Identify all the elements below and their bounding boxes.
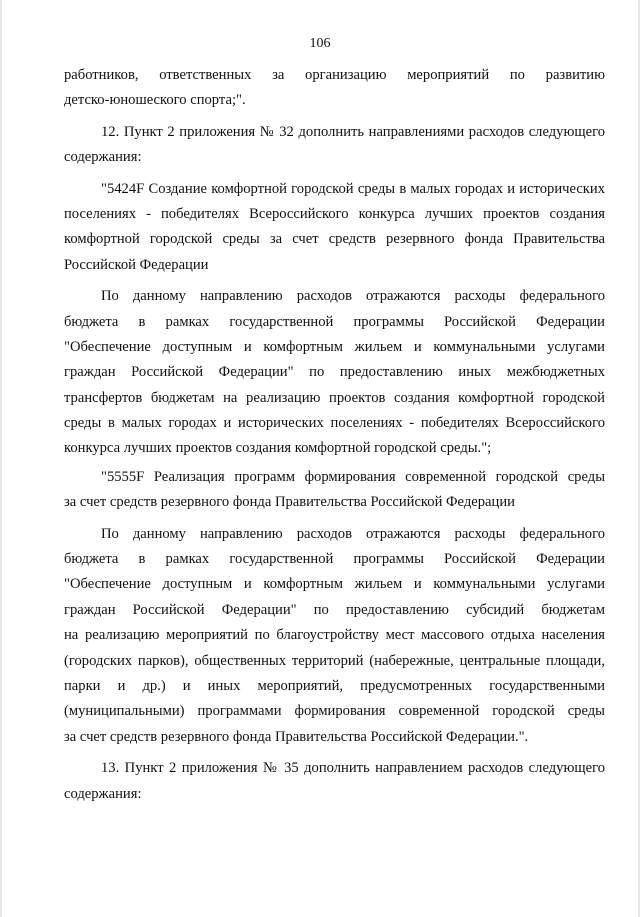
text-line: (городских парков), общественных территорий (набережные, центральные площади, [64,652,605,669]
text-line: "Обеспечение доступным и комфортным жильем и коммунальными услугами [64,576,605,593]
paragraph-description-5555f [64,522,605,751]
text-line: По данному направлению расходов отражаются расходы федерального [101,288,605,305]
text-line: бюджета в рамках государственной программы Российской Федерации [64,551,605,568]
page-left-edge [0,0,2,917]
paragraph-code-5424f [64,177,605,279]
text-line: содержания: [64,785,142,802]
text-line: 12. Пункт 2 приложения № 32 дополнить направлениями расходов следующего [101,123,605,140]
paragraph-item-13 [64,756,605,807]
paragraph-description-5424f [64,284,605,462]
document-body [64,63,605,807]
text-line: на реализацию мероприятий по благоустройству мест массового отдыха населения [64,627,605,644]
text-line: "Обеспечение доступным и комфортным жильем и коммунальными услугами [64,338,605,355]
text-line: трансфертов бюджетам на реализацию проектов создания комфортной городской [64,389,605,406]
paragraph-continuation [64,63,605,114]
text-line: бюджета в рамках государственной программы Российской Федерации [64,313,605,330]
text-line: за счет средств резервного фонда Правительства Российской Федерации.". [64,728,529,745]
text-line: конкурса лучших проектов создания комфортной городской среды."; [64,440,492,457]
text-line: (муниципальными) программами формирования современной городской среды [64,703,605,720]
text-line: По данному направлению расходов отражаются расходы федерального [101,525,605,542]
text-line: "5424F Создание комфортной городской среды в малых городах и исторических [101,180,605,197]
text-line: Российской Федерации [64,256,209,273]
text-line: "5555F Реализация программ формирования современной городской среды [101,468,605,485]
text-line: содержания: [64,149,142,166]
paragraph-code-5555f [64,465,605,516]
text-line: граждан Российской Федерации" по предоставлению иных межбюджетных [64,364,605,381]
text-line: за счет средств резервного фонда Правительства Российской Федерации [64,494,515,511]
text-line: поселениях - победителях Всероссийского конкурса лучших проектов создания [64,205,605,222]
text-line: комфортной городской среды за счет средств резервного фонда Правительства [64,231,605,248]
page-number: 106 [309,36,331,51]
text-line: 13. Пункт 2 приложения № 35 дополнить направлением расходов следующего [101,760,605,777]
text-line: среды в малых городах и исторических поселениях - победителях Всероссийского [64,415,605,432]
text-line: парки и др.) и иных мероприятий, предусмотренных государственными [64,677,605,694]
text-line: граждан Российской Федерации" по предоставлению субсидий бюджетам [64,601,605,618]
paragraph-item-12 [64,120,605,171]
text-line: работников, ответственных за организацию мероприятий по развитию [64,67,605,83]
text-line: детско-юношеского спорта;". [64,92,246,109]
